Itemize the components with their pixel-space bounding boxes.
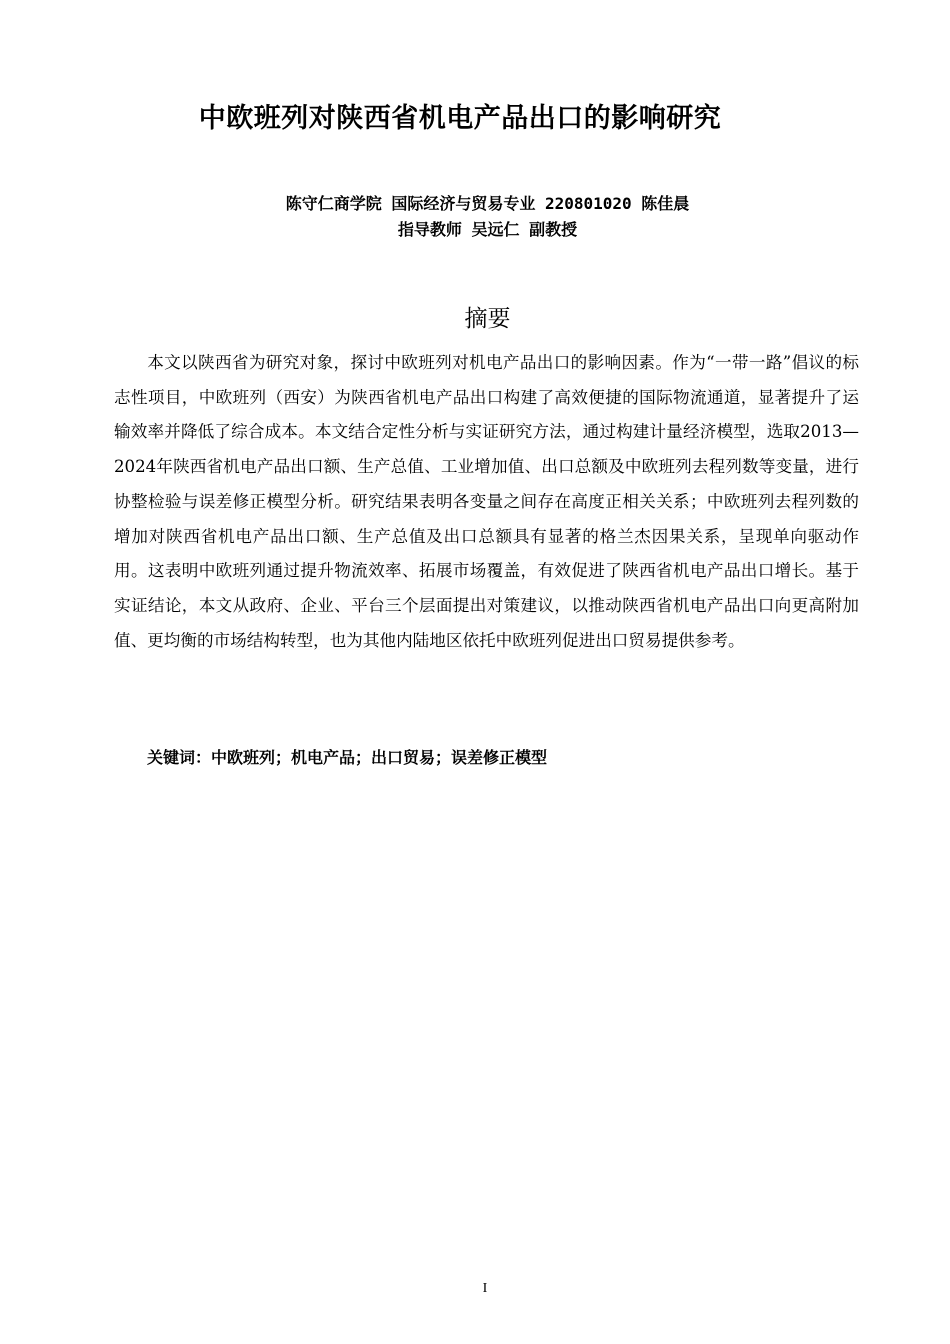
paper-title: 中欧班列对陕西省机电产品出口的影响研究: [198, 103, 722, 134]
keywords-line: 关键词：中欧班列；机电产品；出口贸易；误差修正模型: [147, 748, 548, 767]
author-info: 陈守仁商学院 国际经济与贸易专业 220801020 陈佳晨: [285, 194, 690, 213]
advisor-info: 指导教师 吴远仁 副教授: [397, 220, 578, 239]
abstract-heading: 摘要: [464, 306, 511, 332]
page-number: I: [482, 1281, 488, 1296]
abstract-paragraph: 本文以陕西省为研究对象，探讨中欧班列对机电产品出口的影响因素。作为“一带一路”倡议的标志性项目，中欧班列（西安）为陕西省机电产品出口构建了高效便捷的国际物流通道，显著提升了运输效率并降低了综合成本。本文结合定性分析与实证研究方法，通过构建计量经济模型，选取2013—2024年陕西省机电产品出口额、生产总值、工业增加值、出口总额及中欧班列去程列数等变量，进行协整检验与误差修正模型分析。研究结果表明各变量之间存在高度正相关关系；中欧班列去程列数的增加对陕西省机电产品出口额、生产总值及出口总额具有显著的格兰杰因果关系，呈现单向驱动作用。这表明中欧班列通过提升物流效率、拓展市场覆盖，有效促进了陕西省机电产品出口增长。基于实证结论，本文从政府、企业、平台三个层面提出对策建议，以推动陕西省机电产品出口向更高附加值、更均衡的市场结构转型，也为其他内陆地区依托中欧班列促进出口贸易提供参考。: [114, 353, 859, 650]
